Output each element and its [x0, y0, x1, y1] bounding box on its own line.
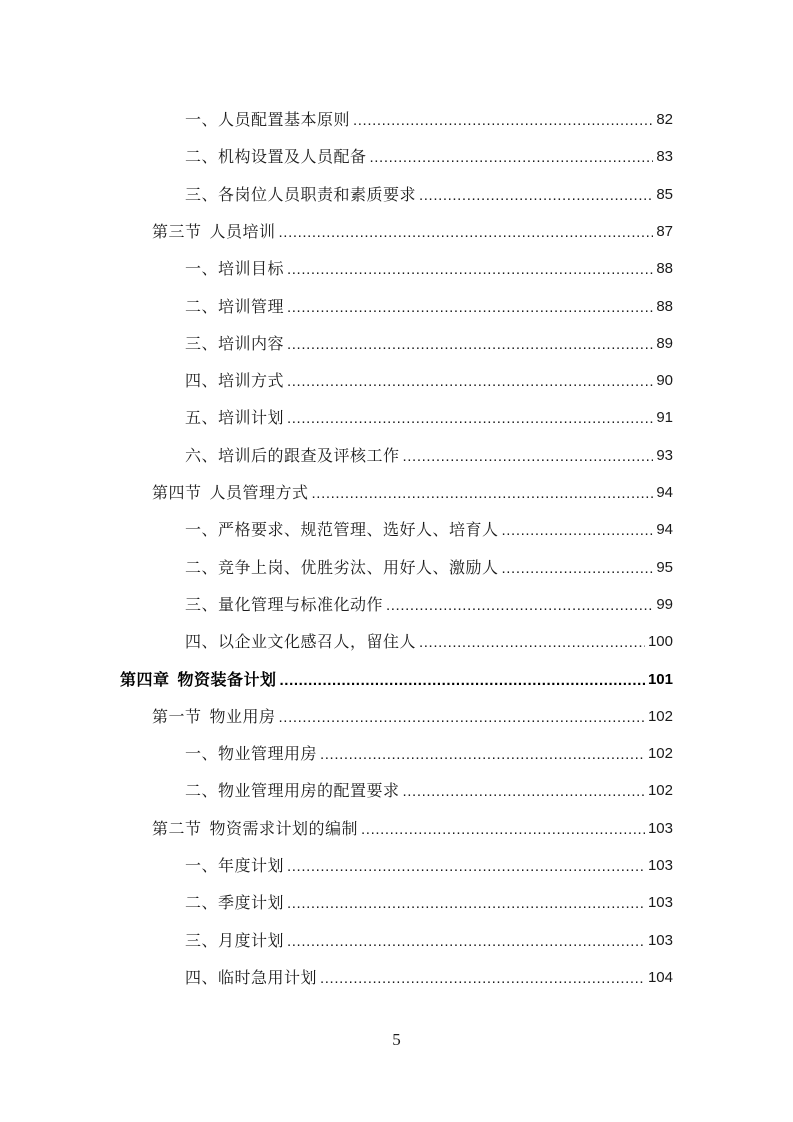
- toc-entry[interactable]: [185, 511, 673, 548]
- toc-entry-page: 102: [647, 745, 673, 763]
- toc-section-name: 物业用房: [209, 706, 276, 726]
- toc-entry-page: 100: [647, 633, 673, 651]
- toc-section-prefix: 第三节: [152, 221, 202, 241]
- toc-entry-title: 四、临时急用计划: [185, 967, 318, 987]
- toc-entry-page: 88: [656, 260, 673, 278]
- toc-entry[interactable]: [185, 325, 673, 362]
- toc-entry-page: 103: [647, 894, 673, 912]
- toc-entry-title: [152, 810, 358, 847]
- toc-chapter-name: 物资装备计划: [177, 669, 277, 689]
- toc-entry-title: 一、物业管理用房: [185, 744, 318, 764]
- toc-entry-page: 94: [656, 521, 673, 539]
- toc-entry[interactable]: [185, 959, 673, 996]
- toc-dot-leader: [502, 549, 654, 586]
- toc-entry-page: 89: [656, 334, 673, 352]
- toc-entry-title: 二、机构设置及人员配备: [185, 147, 367, 167]
- toc-entry[interactable]: [185, 362, 673, 399]
- toc-entry[interactable]: [185, 735, 673, 772]
- toc-dot-leader: [312, 474, 654, 511]
- toc-entry[interactable]: [185, 772, 673, 809]
- toc-entry[interactable]: [185, 138, 673, 175]
- toc-entry-title: 二、物业管理用房的配置要求: [185, 781, 400, 801]
- toc-entry-title: 四、培训方式: [185, 371, 285, 391]
- toc-chapter-prefix: 第四章: [120, 669, 170, 689]
- toc-entry-title: 三、量化管理与标准化动作: [185, 594, 384, 614]
- toc-entry-title: 一、严格要求、规范管理、选好人、培育人: [185, 520, 499, 540]
- toc-entry-title: [120, 661, 277, 698]
- toc-entry-title: 一、年度计划: [185, 856, 285, 875]
- toc-section-prefix: 第一节: [152, 706, 202, 726]
- toc-section-name: 物资需求计划的编制: [209, 818, 359, 838]
- toc-entry-page: 95: [656, 558, 673, 576]
- toc-section-name: 人员管理方式: [209, 483, 309, 502]
- toc-entry-title: 二、培训管理: [185, 296, 285, 316]
- toc-entry-title: 二、竞争上岗、优胜劣汰、用好人、激励人: [185, 557, 499, 577]
- toc-entry-page: 103: [647, 819, 673, 837]
- toc-dot-leader: [502, 511, 654, 548]
- toc-entry-page: 93: [656, 446, 673, 464]
- toc-dot-leader: [403, 437, 654, 474]
- toc-entry-title: 一、培训目标: [185, 259, 285, 279]
- toc-entry[interactable]: [185, 586, 673, 623]
- toc-entry[interactable]: [185, 176, 673, 213]
- toc-entry-title: 三、培训内容: [185, 333, 285, 353]
- toc-dot-leader: [320, 959, 645, 996]
- toc-dot-leader: [279, 213, 654, 250]
- toc-entry[interactable]: [185, 437, 673, 474]
- toc-dot-leader: [403, 772, 645, 809]
- toc-section-name: 人员培训: [209, 221, 276, 241]
- toc-dot-leader: [287, 884, 645, 921]
- toc-entry[interactable]: [185, 884, 673, 921]
- toc-entry-title: 一、人员配置基本原则: [185, 110, 351, 129]
- toc-dot-leader: [279, 698, 645, 735]
- toc-dot-leader: [287, 362, 653, 399]
- toc-dot-leader: [386, 586, 653, 623]
- toc-entry[interactable]: [185, 250, 673, 287]
- toc-dot-leader: [419, 623, 645, 660]
- toc-dot-leader: [287, 847, 645, 884]
- toc-section-entry[interactable]: [152, 810, 673, 847]
- toc-dot-leader: [280, 661, 645, 698]
- toc-entry-title: [152, 213, 276, 250]
- toc-section-prefix: 第四节: [152, 483, 202, 502]
- toc-entry-page: 83: [656, 148, 673, 166]
- toc-entry-title: 三、各岗位人员职责和素质要求: [185, 184, 417, 204]
- toc-entry[interactable]: [185, 399, 673, 436]
- toc-entry[interactable]: [185, 288, 673, 325]
- toc-chapter-entry[interactable]: [120, 661, 673, 698]
- toc-entry-page: 88: [656, 297, 673, 315]
- toc-dot-leader: [287, 288, 653, 325]
- toc-entry-title: 三、月度计划: [185, 930, 285, 950]
- toc-section-entry[interactable]: [152, 474, 673, 511]
- toc-section-entry[interactable]: [152, 698, 673, 735]
- toc-entry-title: 六、培训后的跟查及评核工作: [185, 445, 400, 465]
- toc-entry-page: 103: [647, 857, 673, 874]
- toc-dot-leader: [370, 138, 654, 175]
- toc-entry-page: 91: [656, 409, 673, 427]
- toc-section-entry[interactable]: [152, 213, 673, 250]
- toc-entry[interactable]: [185, 847, 673, 884]
- toc-dot-leader: [287, 250, 653, 287]
- toc-dot-leader: [287, 922, 645, 959]
- toc-entry-page: 85: [656, 185, 673, 203]
- toc-entry-page: 102: [647, 782, 673, 800]
- toc-entry-title: 二、季度计划: [185, 893, 285, 913]
- toc-entry-page: 101: [647, 670, 673, 688]
- toc-dot-leader: [353, 101, 653, 138]
- toc-entry-title: 四、以企业文化感召人，留住人: [185, 632, 417, 652]
- toc-entry-title: [152, 698, 276, 735]
- page-number: 5: [392, 1030, 401, 1049]
- toc-entry-page: 94: [656, 484, 673, 501]
- toc-entry-page: 103: [647, 931, 673, 949]
- toc-dot-leader: [361, 810, 645, 847]
- toc-dot-leader: [287, 399, 653, 436]
- toc-entry[interactable]: [185, 623, 673, 660]
- toc-entry-title: [152, 474, 309, 511]
- toc-entry-page: 90: [656, 372, 673, 390]
- toc-entry-title: 五、培训计划: [185, 408, 285, 428]
- toc-entry-page: 87: [656, 222, 673, 240]
- toc-entry-page: 104: [647, 968, 673, 986]
- toc-entry-page: 102: [647, 707, 673, 725]
- toc-entry[interactable]: [185, 922, 673, 959]
- toc-entry-page: 82: [656, 111, 673, 128]
- toc-section-prefix: 第二节: [152, 818, 202, 838]
- toc-dot-leader: [419, 176, 653, 213]
- toc-entry[interactable]: [185, 101, 673, 138]
- toc-dot-leader: [287, 325, 653, 362]
- toc-entry-page: 99: [656, 595, 673, 613]
- toc-dot-leader: [320, 735, 645, 772]
- toc-entry[interactable]: [185, 549, 673, 586]
